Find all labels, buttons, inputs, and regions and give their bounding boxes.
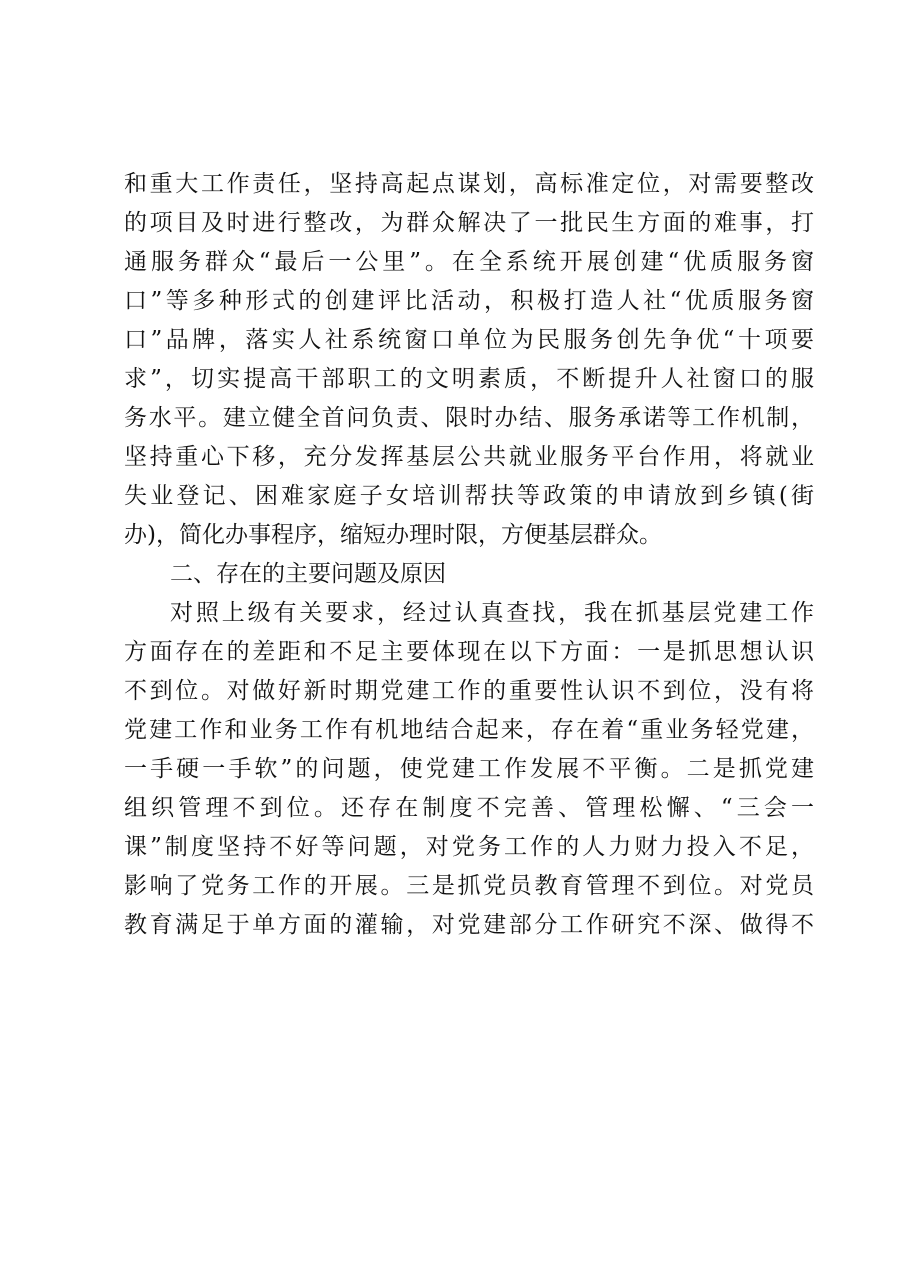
text-line-17: 组织管理不到位。还存在制度不完善、管理松懈、“三会一 (124, 795, 814, 821)
text-line-9: 失业登记、困难家庭子女培训帮扶等政策的申请放到乡镇(街 (124, 483, 814, 509)
section-heading: 二、存在的主要问题及原因 (170, 561, 446, 587)
text-line-8: 坚持重心下移，充分发挥基层公共就业服务平台作用，将就业 (124, 444, 814, 470)
text-line-3: 通服务群众“最后一公里”。在全系统开展创建“优质服务窗 (124, 249, 814, 275)
text-line-15: 党建工作和业务工作有机地结合起来，存在着“重业务轻党建， (124, 717, 814, 743)
text-line-12: 对照上级有关要求，经过认真查找，我在抓基层党建工作 (170, 600, 814, 626)
text-line-5: 口”品牌，落实人社系统窗口单位为民服务创先争优“十项要 (124, 327, 814, 353)
text-line-13: 方面存在的差距和不足主要体现在以下方面：一是抓思想认识 (124, 639, 814, 665)
text-line-4: 口”等多种形式的创建评比活动，积极打造人社“优质服务窗 (124, 288, 814, 314)
text-line-20: 教育满足于单方面的灌输，对党建部分工作研究不深、做得不 (124, 912, 814, 938)
document-body (124, 165, 814, 945)
text-line-16: 一手硬一手软”的问题，使党建工作发展不平衡。二是抓党建 (124, 756, 814, 782)
text-line-2: 的项目及时进行整改，为群众解决了一批民生方面的难事，打 (124, 210, 814, 236)
text-line-6: 求”，切实提高干部职工的文明素质，不断提升人社窗口的服 (124, 366, 814, 392)
text-line-10: 办)，简化办事程序，缩短办理时限，方便基层群众。 (124, 522, 662, 548)
text-line-14: 不到位。对做好新时期党建工作的重要性认识不到位，没有将 (124, 678, 814, 704)
text-line-7: 务水平。建立健全首问负责、限时办结、服务承诺等工作机制， (124, 405, 814, 431)
text-line-19: 影响了党务工作的开展。三是抓党员教育管理不到位。对党员 (124, 873, 814, 899)
text-line-18: 课”制度坚持不好等问题，对党务工作的人力财力投入不足， (124, 834, 814, 860)
text-line-1: 和重大工作责任，坚持高起点谋划，高标准定位，对需要整改 (124, 171, 814, 197)
